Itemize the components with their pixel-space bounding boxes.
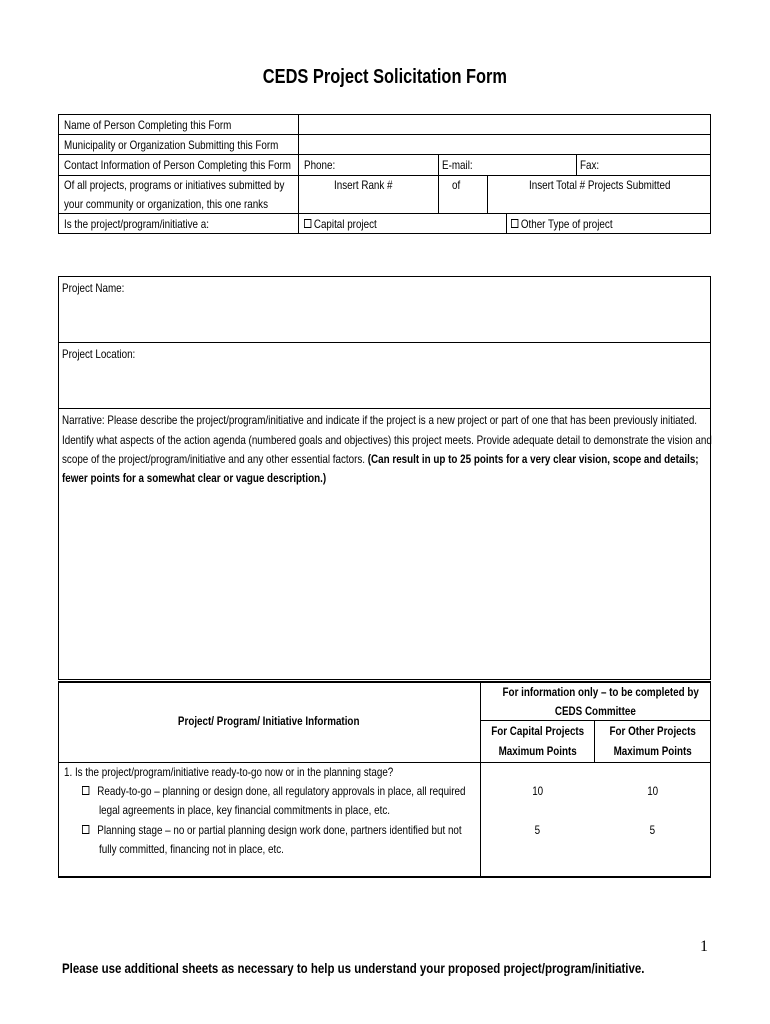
insert-total-field[interactable]: Insert Total # Projects Submitted (529, 178, 671, 192)
rank-label-line2: your community or organization, this one ranks (64, 197, 269, 211)
capital-project-option[interactable]: Capital project (304, 217, 393, 231)
phone-label[interactable]: Phone: (304, 158, 336, 172)
option1-other-points: 10 (647, 784, 658, 798)
info-header-line2: CEDS Committee (555, 704, 636, 718)
form-title: CEDS Project Solicitation Form (262, 66, 508, 88)
other-header-line1: For Other Projects (609, 724, 696, 738)
project-location-input[interactable] (59, 362, 710, 407)
option2-capital-points: 5 (534, 823, 541, 837)
project-name-input[interactable] (59, 296, 710, 341)
type-label: Is the project/program/initiative a: (64, 217, 209, 231)
question-1: 1. Is the project/program/initiative ready-to-go now or in the planning stage? (64, 765, 394, 779)
insert-rank-field[interactable]: Insert Rank # (334, 178, 393, 192)
contact-label: Contact Information of Person Completing this Form (64, 158, 291, 172)
name-label: Name of Person Completing this Form (64, 118, 232, 132)
option-planning-stage[interactable]: Planning stage – no or partial planning design work done, partners identified but not (82, 823, 545, 837)
narrative-line1: Narrative: Please describe the project/program/initiative and indicate if the project is a new project or part of one that has been previously initiated. (62, 413, 698, 427)
capital-header-line2: Maximum Points (498, 744, 577, 758)
capital-header-line1: For Capital Projects (491, 724, 585, 738)
municipality-label: Municipality or Organization Submitting this Form (64, 138, 279, 152)
narrative-scoring-note-cont: fewer points for a somewhat clear or vague description.) (62, 471, 327, 485)
municipality-input[interactable] (299, 135, 710, 154)
page-number: 1 (700, 938, 708, 955)
rank-label-line1: Of all projects, programs or initiatives submitted by (64, 178, 285, 192)
option2-line2: fully committed, financing not in place, etc. (99, 842, 284, 856)
fax-label[interactable]: Fax: (580, 158, 600, 172)
capital-checkbox[interactable] (304, 219, 311, 228)
option1-line2: legal agreements in place, key financial commitments in place, etc. (99, 803, 390, 817)
email-label[interactable]: E-mail: (442, 158, 473, 172)
other-header-line2: Maximum Points (613, 744, 692, 758)
info-header-line1: For information only – to be completed by (502, 685, 699, 699)
footer-note: Please use additional sheets as necessary to help us understand your proposed project/program/initiative. (62, 960, 645, 976)
option2-other-points: 5 (649, 823, 656, 837)
narrative-input[interactable] (59, 490, 710, 678)
narrative-line2: Identify what aspects of the action agenda (numbered goals and objectives) this project meets. Provide adequate detail to demonstrate the vision and (62, 433, 712, 447)
project-name-label: Project Name: (62, 281, 125, 295)
ready-checkbox[interactable] (82, 786, 89, 795)
name-input[interactable] (299, 115, 710, 134)
option-ready-to-go[interactable]: Ready-to-go – planning or design done, all regulatory approvals in place, all required (82, 784, 550, 798)
narrative-scoring-note: (Can result in up to 25 points for a very clear vision, scope and details; (367, 452, 699, 466)
other-project-option[interactable]: Other Type of project (511, 217, 635, 231)
planning-checkbox[interactable] (82, 825, 89, 834)
project-location-label: Project Location: (62, 347, 136, 361)
left-column-header: Project/ Program/ Initiative Information (178, 714, 360, 728)
other-checkbox[interactable] (511, 219, 518, 228)
option1-capital-points: 10 (532, 784, 543, 798)
of-label: of (452, 178, 461, 192)
narrative-line3: scope of the project/program/initiative and any other essential factors. (62, 452, 366, 466)
